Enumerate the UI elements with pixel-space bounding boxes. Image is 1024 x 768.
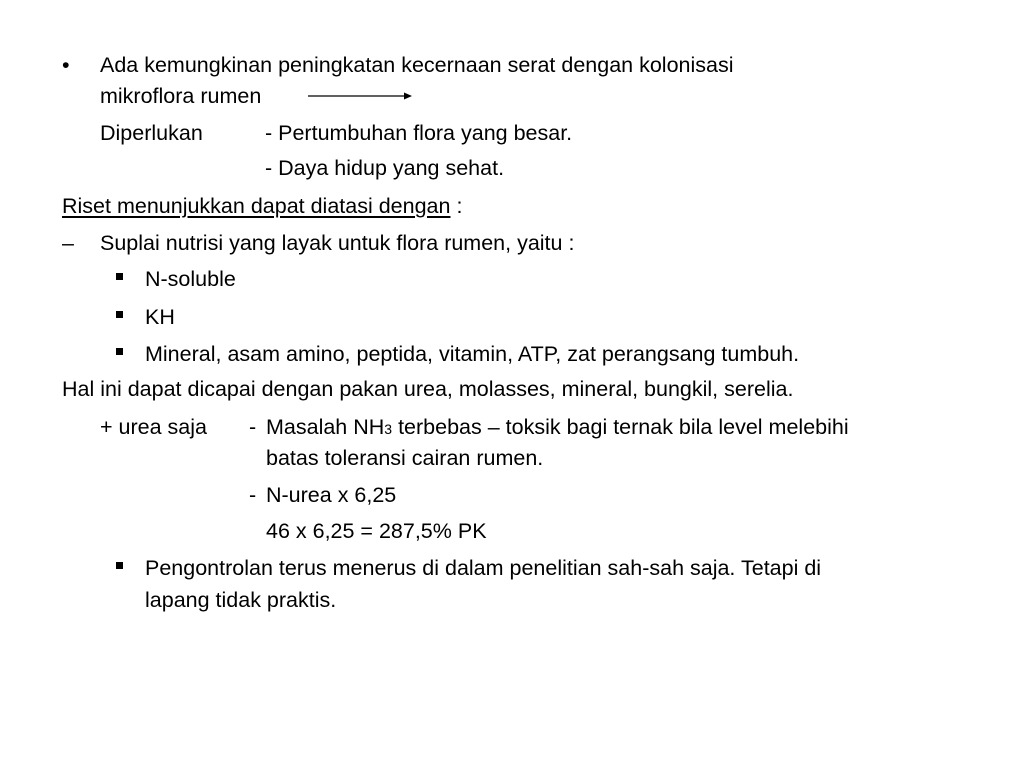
nutrient-item: N-soluble [145, 267, 236, 291]
bullet-1-line-1: Ada kemungkinan peningkatan kecernaan serat dengan kolonisasi [100, 53, 734, 77]
urea-problem-part-2: terbebas – toksik bagi ternak bila level melebihi [392, 415, 849, 439]
square-bullet-icon [116, 562, 123, 569]
dash-item-text: Suplai nutrisi yang layak untuk flora rumen, yaitu : [100, 231, 575, 255]
research-heading [62, 193, 462, 219]
square-bullet-icon [116, 311, 123, 318]
urea-problem-line-1 [266, 414, 849, 442]
right-arrow-icon [308, 91, 412, 101]
square-bullet-icon [116, 348, 123, 355]
urea-label: + urea saja [100, 415, 207, 439]
research-heading-text: Riset menunjukkan dapat diatasi dengan [62, 194, 451, 218]
urea-dash-1: - [249, 415, 257, 439]
requirements-label: Diperlukan [100, 121, 203, 145]
urea-problem-part-1: Masalah NH [266, 415, 385, 439]
bullet-marker: • [62, 53, 70, 77]
requirement-item-2: - Daya hidup yang sehat. [265, 156, 505, 180]
dash-marker: – [62, 231, 74, 255]
nutrient-item: Mineral, asam amino, peptida, vitamin, ATP, zat perangsang tumbuh. [145, 342, 800, 366]
urea-calc-1: N-urea x 6,25 [266, 483, 397, 507]
control-line-1: Pengontrolan terus menerus di dalam penelitian sah-sah saja. Tetapi di [145, 556, 822, 580]
urea-calc-2: 46 x 6,25 = 287,5% PK [266, 519, 487, 543]
urea-problem-line-2: batas toleransi cairan rumen. [266, 446, 544, 470]
urea-dash-2: - [249, 483, 257, 507]
nh3-subscript: 3 [384, 421, 393, 437]
nutrient-item: KH [145, 305, 175, 329]
requirement-item-1: - Pertumbuhan flora yang besar. [265, 121, 573, 145]
control-line-2: lapang tidak praktis. [145, 588, 337, 612]
research-heading-colon: : [450, 194, 463, 218]
achievable-text: Hal ini dapat dicapai dengan pakan urea, molasses, mineral, bungkil, serelia. [62, 377, 794, 401]
square-bullet-icon [116, 273, 123, 280]
bullet-1-line-2: mikroflora rumen [100, 84, 262, 108]
